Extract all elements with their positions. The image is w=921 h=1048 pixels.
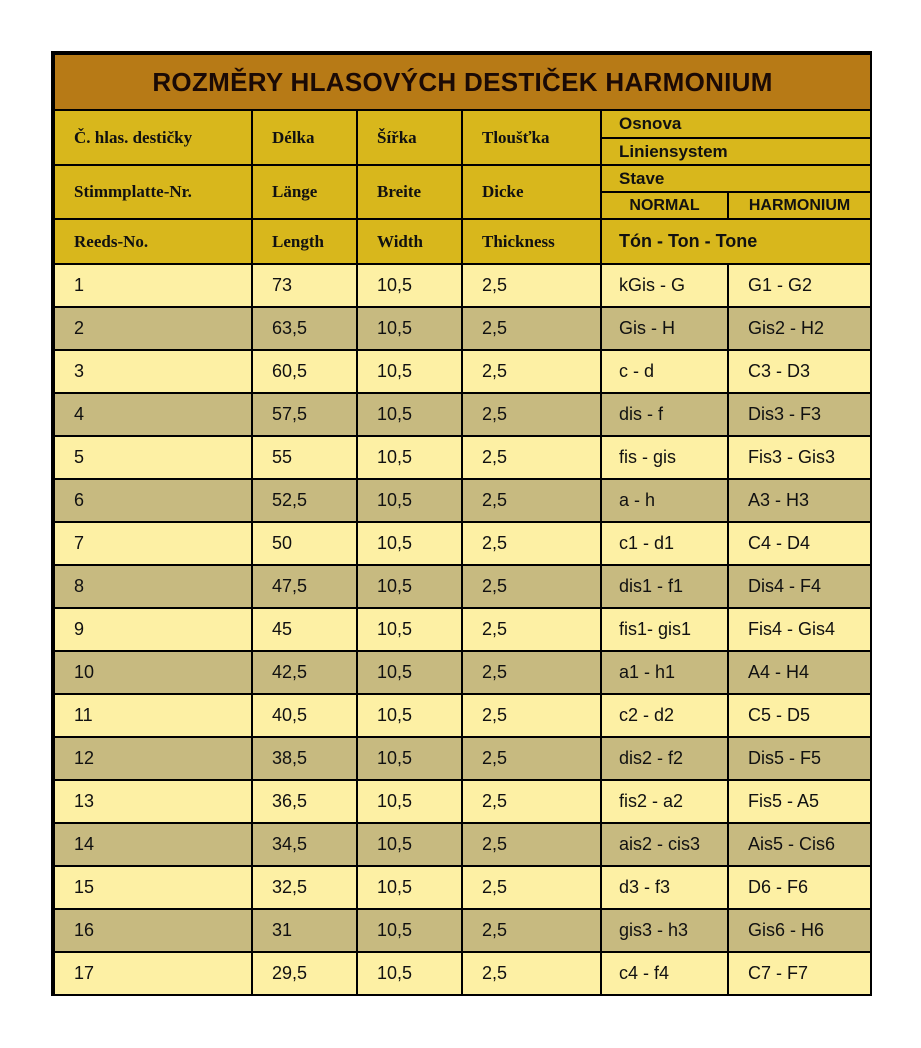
cell-length: 45 — [252, 608, 357, 651]
cell-tone-harmonium: Fis4 - Gis4 — [728, 608, 871, 651]
header-thickness-de: Dicke — [462, 165, 601, 219]
cell-width: 10,5 — [357, 651, 462, 694]
cell-reed-number: 4 — [54, 393, 252, 436]
table-row — [54, 866, 871, 909]
cell-tone-normal: fis1- gis1 — [601, 608, 728, 651]
cell-tone-harmonium: C4 - D4 — [728, 522, 871, 565]
cell-tone-normal: dis1 - f1 — [601, 565, 728, 608]
cell-tone-harmonium: D6 - F6 — [728, 866, 871, 909]
cell-reed-number: 7 — [54, 522, 252, 565]
cell-reed-number: 6 — [54, 479, 252, 522]
header-width-de: Breite — [357, 165, 462, 219]
table-row — [54, 436, 871, 479]
cell-length: 31 — [252, 909, 357, 952]
title-row — [54, 54, 871, 110]
table-row — [54, 264, 871, 307]
table-row — [54, 823, 871, 866]
cell-thickness: 2,5 — [462, 307, 601, 350]
cell-tone-harmonium: C5 - D5 — [728, 694, 871, 737]
cell-tone-normal: c4 - f4 — [601, 952, 728, 995]
cell-reed-number: 1 — [54, 264, 252, 307]
cell-tone-harmonium: Gis2 - H2 — [728, 307, 871, 350]
table-row — [54, 393, 871, 436]
cell-width: 10,5 — [357, 307, 462, 350]
cell-reed-number: 2 — [54, 307, 252, 350]
cell-tone-harmonium: Fis3 - Gis3 — [728, 436, 871, 479]
cell-tone-harmonium: Dis3 - F3 — [728, 393, 871, 436]
cell-tone-normal: d3 - f3 — [601, 866, 728, 909]
table-row — [54, 737, 871, 780]
cell-length: 60,5 — [252, 350, 357, 393]
table-row — [54, 307, 871, 350]
cell-thickness: 2,5 — [462, 350, 601, 393]
cell-reed-number: 3 — [54, 350, 252, 393]
cell-tone-harmonium: C3 - D3 — [728, 350, 871, 393]
header-number-de: Stimmplatte-Nr. — [54, 165, 252, 219]
cell-length: 63,5 — [252, 307, 357, 350]
cell-tone-harmonium: A3 - H3 — [728, 479, 871, 522]
cell-reed-number: 13 — [54, 780, 252, 823]
cell-thickness: 2,5 — [462, 737, 601, 780]
header-thickness-en: Thickness — [462, 219, 601, 264]
cell-tone-normal: gis3 - h3 — [601, 909, 728, 952]
cell-width: 10,5 — [357, 565, 462, 608]
cell-width: 10,5 — [357, 436, 462, 479]
cell-thickness: 2,5 — [462, 393, 601, 436]
cell-width: 10,5 — [357, 350, 462, 393]
header-row-1 — [54, 110, 871, 138]
cell-thickness: 2,5 — [462, 866, 601, 909]
header-harmonium: HARMONIUM — [728, 192, 871, 219]
cell-tone-normal: a - h — [601, 479, 728, 522]
cell-tone-harmonium: Dis4 - F4 — [728, 565, 871, 608]
cell-length: 38,5 — [252, 737, 357, 780]
cell-width: 10,5 — [357, 780, 462, 823]
cell-tone-normal: c2 - d2 — [601, 694, 728, 737]
header-stave-de: Liniensystem — [601, 138, 871, 165]
cell-reed-number: 5 — [54, 436, 252, 479]
table-title: ROZMĚRY HLASOVÝCH DESTIČEK HARMONIUM — [54, 54, 871, 110]
table-row — [54, 350, 871, 393]
cell-thickness: 2,5 — [462, 264, 601, 307]
cell-thickness: 2,5 — [462, 952, 601, 995]
cell-length: 32,5 — [252, 866, 357, 909]
header-stave-en: Stave — [601, 165, 871, 192]
cell-reed-number: 10 — [54, 651, 252, 694]
cell-length: 34,5 — [252, 823, 357, 866]
cell-thickness: 2,5 — [462, 909, 601, 952]
cell-tone-normal: dis2 - f2 — [601, 737, 728, 780]
header-number-en: Reeds-No. — [54, 219, 252, 264]
table-row — [54, 522, 871, 565]
cell-tone-harmonium: G1 - G2 — [728, 264, 871, 307]
cell-tone-normal: Gis - H — [601, 307, 728, 350]
cell-width: 10,5 — [357, 823, 462, 866]
cell-tone-harmonium: Fis5 - A5 — [728, 780, 871, 823]
cell-reed-number: 15 — [54, 866, 252, 909]
table-row — [54, 608, 871, 651]
cell-tone-normal: a1 - h1 — [601, 651, 728, 694]
cell-width: 10,5 — [357, 737, 462, 780]
cell-reed-number: 17 — [54, 952, 252, 995]
cell-tone-normal: ais2 - cis3 — [601, 823, 728, 866]
cell-width: 10,5 — [357, 479, 462, 522]
cell-tone-harmonium: A4 - H4 — [728, 651, 871, 694]
cell-thickness: 2,5 — [462, 694, 601, 737]
cell-tone-normal: kGis - G — [601, 264, 728, 307]
cell-reed-number: 12 — [54, 737, 252, 780]
header-stave-cz: Osnova — [601, 110, 871, 138]
cell-tone-normal: c - d — [601, 350, 728, 393]
cell-length: 73 — [252, 264, 357, 307]
cell-reed-number: 16 — [54, 909, 252, 952]
cell-length: 57,5 — [252, 393, 357, 436]
table-row — [54, 565, 871, 608]
cell-tone-harmonium: Dis5 - F5 — [728, 737, 871, 780]
cell-reed-number: 14 — [54, 823, 252, 866]
cell-tone-harmonium: Gis6 - H6 — [728, 909, 871, 952]
cell-thickness: 2,5 — [462, 651, 601, 694]
cell-width: 10,5 — [357, 264, 462, 307]
header-thickness-cz: Tloušťka — [462, 110, 601, 165]
cell-thickness: 2,5 — [462, 479, 601, 522]
table-row — [54, 780, 871, 823]
cell-width: 10,5 — [357, 866, 462, 909]
cell-reed-number: 9 — [54, 608, 252, 651]
cell-tone-harmonium: C7 - F7 — [728, 952, 871, 995]
header-length-cz: Délka — [252, 110, 357, 165]
cell-width: 10,5 — [357, 608, 462, 651]
table-row — [54, 909, 871, 952]
cell-length: 40,5 — [252, 694, 357, 737]
header-row-3 — [54, 165, 871, 192]
cell-thickness: 2,5 — [462, 608, 601, 651]
header-length-de: Länge — [252, 165, 357, 219]
table-row — [54, 952, 871, 995]
cell-width: 10,5 — [357, 522, 462, 565]
cell-length: 52,5 — [252, 479, 357, 522]
table-row — [54, 651, 871, 694]
cell-tone-normal: fis2 - a2 — [601, 780, 728, 823]
header-length-en: Length — [252, 219, 357, 264]
cell-thickness: 2,5 — [462, 823, 601, 866]
cell-length: 55 — [252, 436, 357, 479]
header-width-cz: Šířka — [357, 110, 462, 165]
cell-thickness: 2,5 — [462, 522, 601, 565]
cell-thickness: 2,5 — [462, 780, 601, 823]
cell-tone-normal: c1 - d1 — [601, 522, 728, 565]
table-row — [54, 479, 871, 522]
cell-thickness: 2,5 — [462, 436, 601, 479]
header-tone: Tón - Ton - Tone — [601, 219, 871, 264]
header-row-5 — [54, 219, 871, 264]
cell-length: 42,5 — [252, 651, 357, 694]
cell-length: 29,5 — [252, 952, 357, 995]
cell-width: 10,5 — [357, 694, 462, 737]
cell-reed-number: 8 — [54, 565, 252, 608]
cell-width: 10,5 — [357, 952, 462, 995]
cell-width: 10,5 — [357, 909, 462, 952]
cell-tone-normal: dis - f — [601, 393, 728, 436]
cell-thickness: 2,5 — [462, 565, 601, 608]
cell-tone-harmonium: Ais5 - Cis6 — [728, 823, 871, 866]
reed-dimensions-sheet — [51, 51, 872, 996]
cell-tone-normal: fis - gis — [601, 436, 728, 479]
cell-length: 50 — [252, 522, 357, 565]
cell-length: 47,5 — [252, 565, 357, 608]
cell-reed-number: 11 — [54, 694, 252, 737]
reed-dimensions-table — [53, 53, 872, 996]
header-normal: NORMAL — [601, 192, 728, 219]
cell-length: 36,5 — [252, 780, 357, 823]
header-width-en: Width — [357, 219, 462, 264]
table-row — [54, 694, 871, 737]
cell-width: 10,5 — [357, 393, 462, 436]
header-number-cz: Č. hlas. destičky — [54, 110, 252, 165]
